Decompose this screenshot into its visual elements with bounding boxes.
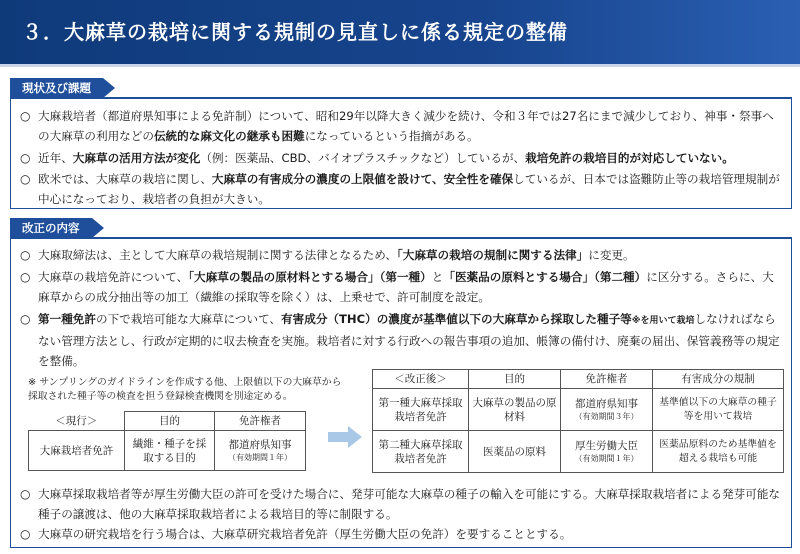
bullet-icon: ○ [20,151,31,165]
title-banner [0,0,800,64]
bullet-icon: ○ [20,312,31,326]
bullet-icon: ○ [20,527,31,541]
amendment-item-5: ○ 大麻草の研究栽培を行う場合は、大麻草研究栽培者免許（厚生労働大臣の免許）を要することとする。 [20,524,780,544]
amendment-item-1: ○ 大麻取締法は、主として大麻草の栽培規制に関する法律となるため、「大麻草の栽培の規制に関する法律」に変更。 [20,245,780,265]
bullet-icon: ○ [20,109,31,123]
bullet-icon: ○ [20,248,31,262]
table-row [373,389,784,431]
new-caption: ＜改正後＞ [373,370,469,389]
license-purpose: 医薬品の原料 [469,431,561,473]
table-row [373,431,784,473]
bullet-icon: ○ [20,172,31,186]
license-regulation: 医薬品原料のため基準値を超える栽培も可能 [653,431,784,473]
title-underline [0,64,800,67]
new-license-table [372,369,784,473]
transition-arrow-icon [328,426,362,448]
license-name: 大麻栽培者免許 [29,431,125,471]
license-purpose: 大麻草の製品の原材料 [469,389,561,431]
col-header-authority: 免許権者 [215,412,306,431]
bullet-icon: ○ [20,487,31,501]
issue-item-1: ○ 大麻栽培者（都道府県知事による免許制）について、昭和29年以降大きく減少を続け、令和３年では27名にまで減少しており、神事・祭事への大麻草の利用などの伝統的な麻文化の継承も困難になっているという指摘がある。 [20,106,780,146]
col-header-authority: 免許権者 [561,370,653,389]
license-authority: 都道府県知事 （有効期間１年） [215,431,306,471]
page-title: ３．大麻草の栽培に関する規制の見直しに係る規定の整備 [22,20,568,44]
license-name: 第一種大麻草採取栽培者免許 [373,389,469,431]
amendment-item-3: ○ 第一種免許の下で栽培可能な大麻草について、有害成分（THC）の濃度が基準値以下の大麻草から採取した種子等※を用いて栽培しなければならない管理方法とし、行政が定期的に収去検査を実施。栽培者に対する行政への報告事項の追加、帳簿の備付け、廃棄の届出、保管義務等の規定を整備。 [20,309,780,371]
license-purpose: 繊維・種子を採取する目的 [125,431,215,471]
issue-item-3: ○ 欧米では、大麻草の栽培に関し、大麻草の有害成分の濃度の上限値を設けて、安全性を確保しているが、日本では盗難防止等の栽培管理規制が中心になっており、栽培者の負担が大きい。 [20,169,780,209]
col-header-purpose: 目的 [125,412,215,431]
col-header-purpose: 目的 [469,370,561,389]
license-authority: 厚生労働大臣 （有効期間１年） [561,431,653,473]
section-amendments-tab: 改正の内容 [10,218,92,238]
current-license-table [28,411,306,471]
col-header-regulation: 有害成分の規制 [653,370,784,389]
section-current-issues-tab: 現状及び課題 [10,78,103,98]
license-name: 第二種大麻草採取栽培者免許 [373,431,469,473]
bullet-icon: ○ [20,270,31,284]
license-regulation: 基準値以下の大麻草の種子等を用いて栽培 [653,389,784,431]
issue-item-2: ○ 近年、大麻草の活用方法が変化（例：医薬品、CBD、バイオプラスチックなど）しているが、栽培免許の栽培目的が対応していない。 [20,148,780,168]
sampling-note: ※ サンプリングのガイドラインを作成する他、上限値以下の大麻草から採取された種子等の検査を担う登録検査機関を別途定める。 [28,377,342,402]
amendment-item-2: ○ 大麻草の栽培免許について、「大麻草の製品の原材料とする場合」（第一種）と「医薬品の原料とする場合」（第二種）に区分する。さらに、大麻草からの成分抽出等の加工（繊維の採取等を除く）は、上乗せで、許可制度を設定。 [20,267,780,307]
current-caption: ＜現行＞ [55,414,98,427]
license-authority: 都道府県知事 （有効期間３年） [561,389,653,431]
amendment-item-4: ○ 大麻草採取栽培者等が厚生労働大臣の許可を受けた場合に、発芽可能な大麻草の種子の輸入を可能にする。大麻草採取栽培者による発芽可能な種子の譲渡は、他の大麻草採取栽培者による栽培目的等に制限する。 [20,484,780,524]
